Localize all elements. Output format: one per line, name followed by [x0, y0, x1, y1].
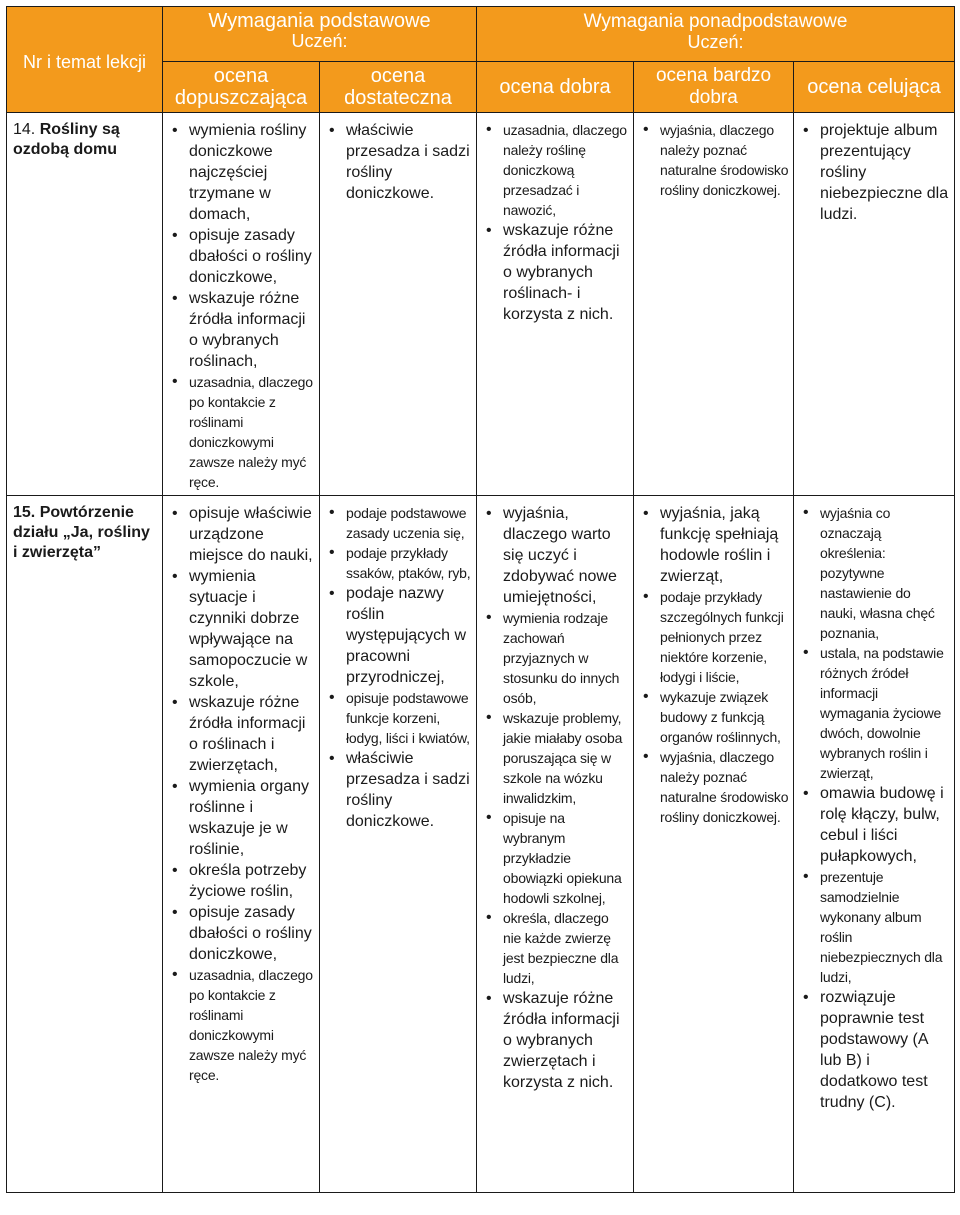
cell-dostateczna [320, 113, 477, 496]
header-grade-dobra: ocena dobra [477, 62, 634, 113]
requirement-list [163, 496, 319, 1085]
cell-dopuszczajaca [163, 496, 320, 1193]
requirements-sheet [6, 6, 954, 1209]
list-item: • wskazuje różne źródła informacji o wybranych roślinach, [189, 288, 315, 372]
list-item: • wskazuje różne źródła informacji o roślinach i zwierzętach, [189, 692, 315, 776]
list-item: • opisuje podstawowe funkcje korzeni, łodyg, liści i kwiatów, [346, 688, 472, 748]
requirements-table [6, 6, 955, 1193]
lesson-topic: Powtórzenie działu „Ja, rośliny i zwierzęta” [13, 504, 150, 561]
cell-dobra [477, 113, 634, 496]
header-basic-sub: Uczeń: [291, 31, 348, 51]
list-item: • opisuje zasady dbałości o rośliny doniczkowe, [189, 225, 315, 288]
table-row [7, 113, 955, 496]
requirement-list [320, 496, 476, 832]
list-item: • wykazuje związek budowy z funkcją organów roślinnych, [660, 687, 789, 747]
list-item: • uzasadnia, dlaczego po kontakcie z roślinami doniczkowymi zawsze należy myć ręce. [189, 372, 315, 492]
cell-celujaca [794, 113, 955, 496]
cell-dostateczna [320, 496, 477, 1193]
list-item: • prezentuje samodzielnie wykonany album roślin niebezpiecznych dla ludzi, [820, 867, 950, 987]
header-advanced [477, 7, 955, 62]
list-item: • podaje przykłady szczególnych funkcji pełnionych przez niektóre korzenie, łodygi i liście, [660, 587, 789, 687]
requirement-list [634, 113, 793, 200]
list-item: • podaje nazwy roślin występujących w pracowni przyrodniczej, [346, 583, 472, 688]
list-item: • projektuje album prezentujący rośliny niebezpieczne dla ludzi. [820, 120, 950, 225]
lesson-topic-cell [7, 496, 163, 1193]
table-row [7, 496, 955, 1193]
header-grade-celujaca: ocena celująca [794, 62, 955, 113]
list-item: • wymienia sytuacje i czynniki dobrze wpływające na samopoczucie w szkole, [189, 566, 315, 692]
requirement-list [163, 113, 319, 492]
list-item: • wymienia rodzaje zachowań przyjaznych w stosunku do innych osób, [503, 608, 629, 708]
list-item: • wyjaśnia, dlaczego należy poznać naturalne środowisko rośliny doniczkowej. [660, 747, 789, 827]
header-grade-bardzo-dobra: ocena bardzo dobra [634, 62, 794, 113]
list-item: • właściwie przesadza i sadzi rośliny doniczkowe. [346, 748, 472, 832]
list-item: • podaje przykłady ssaków, ptaków, ryb, [346, 543, 472, 583]
cell-celujaca [794, 496, 955, 1193]
header-basic [163, 7, 477, 62]
list-item: • podaje podstawowe zasady uczenia się, [346, 503, 472, 543]
header-grade-dopuszczajaca: ocena dopuszczająca [163, 62, 320, 113]
list-item: • określa, dlaczego nie każde zwierzę jest bezpieczne dla ludzi, [503, 908, 629, 988]
cell-bardzo-dobra [634, 113, 794, 496]
list-item: • uzasadnia, dlaczego po kontakcie z roślinami doniczkowymi zawsze należy myć ręce. [189, 965, 315, 1085]
list-item: • wyjaśnia co oznaczają określenia: pozytywne nastawienie do nauki, własna chęć poznania, [820, 503, 950, 643]
list-item: • wskazuje różne źródła informacji o wybranych zwierzętach i korzysta z nich. [503, 988, 629, 1093]
header-advanced-sub: Uczeń: [687, 32, 744, 52]
list-item: • wskazuje problemy, jakie miałaby osoba poruszająca się w szkole na wózku inwalidzkim, [503, 708, 629, 808]
list-item: • właściwie przesadza i sadzi rośliny doniczkowe. [346, 120, 472, 204]
list-item: • opisuje na wybranym przykładzie obowiązki opiekuna hodowli szkolnej, [503, 808, 629, 908]
list-item: • uzasadnia, dlaczego należy roślinę doniczkową przesadzać i nawozić, [503, 120, 629, 220]
list-item: • rozwiązuje poprawnie test podstawowy (A lub B) i dodatkowo test trudny (C). [820, 987, 950, 1113]
cell-dobra [477, 496, 634, 1193]
list-item: • opisuje zasady dbałości o rośliny doniczkowe, [189, 902, 315, 965]
list-item: • wyjaśnia, dlaczego warto się uczyć i zdobywać nowe umiejętności, [503, 503, 629, 608]
cell-dopuszczajaca [163, 113, 320, 496]
header-topic: Nr i temat lekcji [7, 7, 163, 113]
lesson-topic: Rośliny są ozdobą domu [13, 121, 120, 158]
lesson-topic-cell [7, 113, 163, 496]
header-row-groups [7, 7, 955, 62]
header-basic-title: Wymagania podstawowe [208, 10, 431, 32]
list-item: • omawia budowę i rolę kłączy, bulw, cebul i liści pułapkowych, [820, 783, 950, 867]
lesson-number: 15. [13, 504, 36, 521]
list-item: • wymienia organy roślinne i wskazuje je w roślinie, [189, 776, 315, 860]
requirement-list [794, 496, 954, 1113]
requirement-list [477, 113, 633, 325]
header-grade-dostateczna: ocena dostateczna [320, 62, 477, 113]
list-item: • wymienia rośliny doniczkowe najczęściej trzymane w domach, [189, 120, 315, 225]
list-item: • wyjaśnia, jaką funkcję spełniają hodowle roślin i zwierząt, [660, 503, 789, 587]
lesson-number: 14. [13, 121, 36, 138]
requirement-list [320, 113, 476, 204]
list-item: • opisuje właściwie urządzone miejsce do nauki, [189, 503, 315, 566]
list-item: • wskazuje różne źródła informacji o wybranych roślinach- i korzysta z nich. [503, 220, 629, 325]
list-item: • określa potrzeby życiowe roślin, [189, 860, 315, 902]
requirement-list [634, 496, 793, 827]
list-item: • ustala, na podstawie różnych źródeł informacji wymagania życiowe dwóch, dowolnie wybranych roślin i zwierząt, [820, 643, 950, 783]
requirement-list [794, 113, 954, 225]
cell-bardzo-dobra [634, 496, 794, 1193]
list-item: • wyjaśnia, dlaczego należy poznać naturalne środowisko rośliny doniczkowej. [660, 120, 789, 200]
requirement-list [477, 496, 633, 1093]
header-advanced-title: Wymagania ponadpodstawowe [583, 11, 848, 32]
